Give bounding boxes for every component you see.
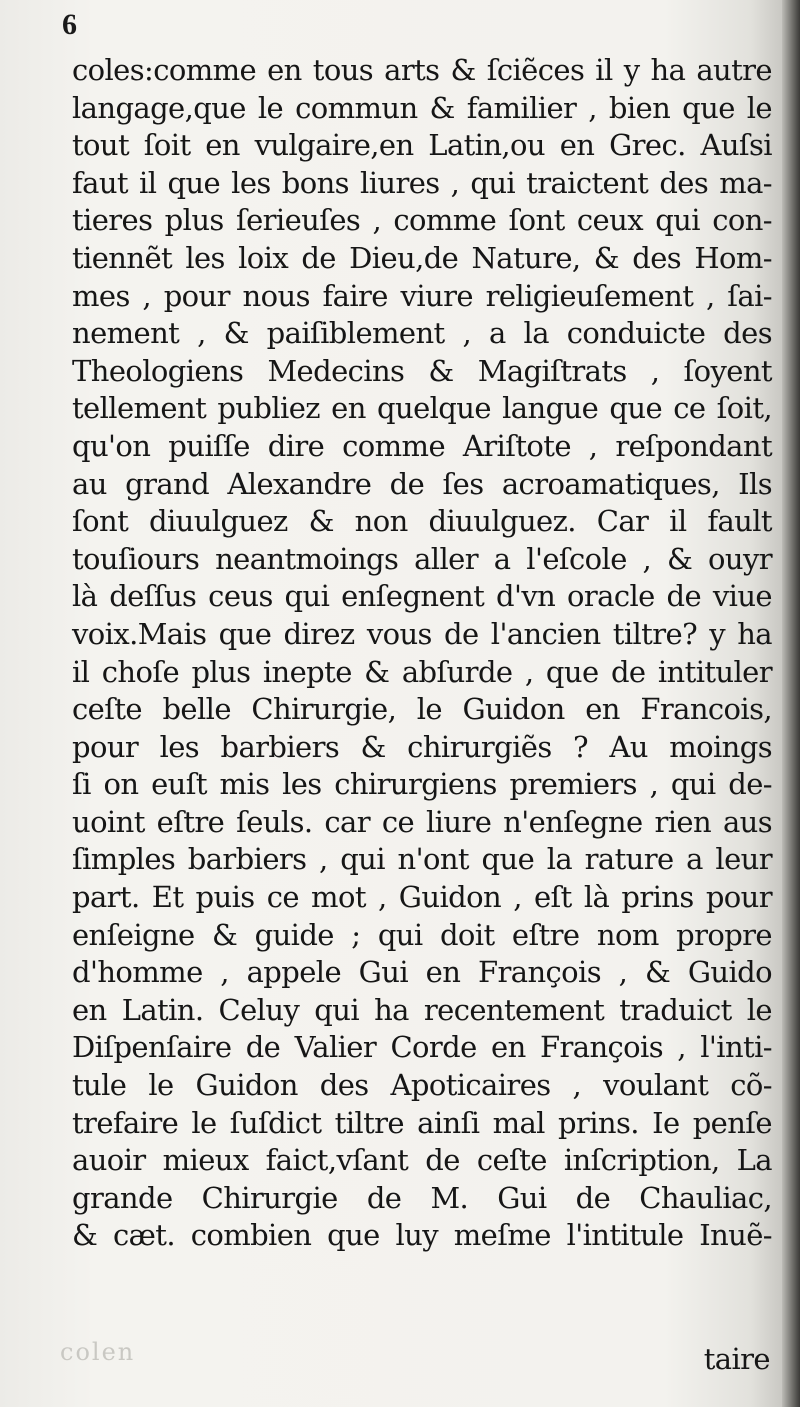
text-line: ſi on euſt mis les chirurgiens premiers , qui de- bbox=[72, 767, 772, 802]
text-line: tieres plus ſerieuſes , comme ſont ceux qui con- bbox=[72, 203, 772, 238]
text-line: coles:comme en tous arts & ſciẽces il y ha autre bbox=[72, 53, 772, 87]
text-line: faut il que les bons liures , qui traictent des ma- bbox=[72, 165, 772, 200]
text-line: auoir mieux faict,vſant de ceſte inſcription, La bbox=[72, 1143, 772, 1178]
text-line: part. Et puis ce mot , Guidon , eſt là prins pour bbox=[72, 880, 772, 915]
text-line: uoint eſtre ſeuls. car ce liure n'enſegne rien aus bbox=[72, 804, 772, 839]
text-line: ſimples barbiers , qui n'ont que la rature a leur bbox=[72, 842, 772, 877]
text-line: au grand Alexandre de ſes acroamatiques, Ils bbox=[72, 466, 772, 501]
text-line: trefaire le ſuſdict tiltre ainſi mal prins. Ie penſe bbox=[72, 1105, 772, 1140]
text-line: là deſſus ceus qui enſegnent d'vn oracle de viue bbox=[72, 579, 772, 614]
book-gutter-shadow bbox=[782, 0, 800, 1407]
text-line: tule le Guidon des Apoticaires , voulant cõ- bbox=[72, 1068, 772, 1103]
text-line: langage,que le commun & familier , bien que le bbox=[72, 90, 772, 125]
text-line: pour les barbiers & chirurgiẽs ? Au moings bbox=[72, 729, 772, 764]
text-line: ceſte belle Chirurgie, le Guidon en Francois, bbox=[72, 692, 772, 727]
body-text bbox=[72, 52, 772, 1255]
text-line: qu'on puiſſe dire comme Ariſtote , reſpondant bbox=[72, 428, 772, 463]
page-number: 6 bbox=[62, 8, 77, 41]
text-line: en Latin. Celuy qui ha recentement traduict le bbox=[72, 992, 772, 1027]
text-line: enſeigne & guide ; qui doit eſtre nom propre bbox=[72, 917, 772, 952]
text-line: il choſe plus inepte & abſurde , que de intituler bbox=[72, 654, 772, 689]
text-line: nement , & paiſiblement , a la conduicte des bbox=[72, 316, 772, 351]
text-line: mes , pour nous faire viure religieuſement , ſai- bbox=[72, 278, 772, 313]
text-line: d'homme , appele Gui en François , & Guido bbox=[72, 955, 772, 990]
text-line: tellement publiez en quelque langue que ce ſoit, bbox=[72, 391, 772, 426]
text-line: tout ſoit en vulgaire,en Latin,ou en Grec. Auſsi bbox=[72, 128, 772, 163]
text-line: & cæt. combien que luy meſme l'intitule Inuẽ- bbox=[72, 1218, 772, 1253]
text-line: Diſpenſaire de Valier Corde en François , l'inti- bbox=[72, 1030, 772, 1065]
catchword: taire bbox=[703, 1342, 770, 1376]
bleed-through-text: colen bbox=[60, 1338, 136, 1366]
text-line: touſiours neantmoings aller a l'eſcole , & ouyr bbox=[72, 541, 772, 576]
text-line: grande Chirurgie de M. Gui de Chauliac, bbox=[72, 1180, 772, 1215]
text-line: ſont diuulguez & non diuulguez. Car il fault bbox=[72, 504, 772, 539]
text-line: tiennẽt les loix de Dieu,de Nature, & des Hom- bbox=[72, 240, 772, 275]
text-line: voix.Mais que direz vous de l'ancien tiltre? y ha bbox=[72, 616, 772, 651]
text-line: Theologiens Medecins & Magiſtrats , ſoyent bbox=[72, 353, 772, 388]
